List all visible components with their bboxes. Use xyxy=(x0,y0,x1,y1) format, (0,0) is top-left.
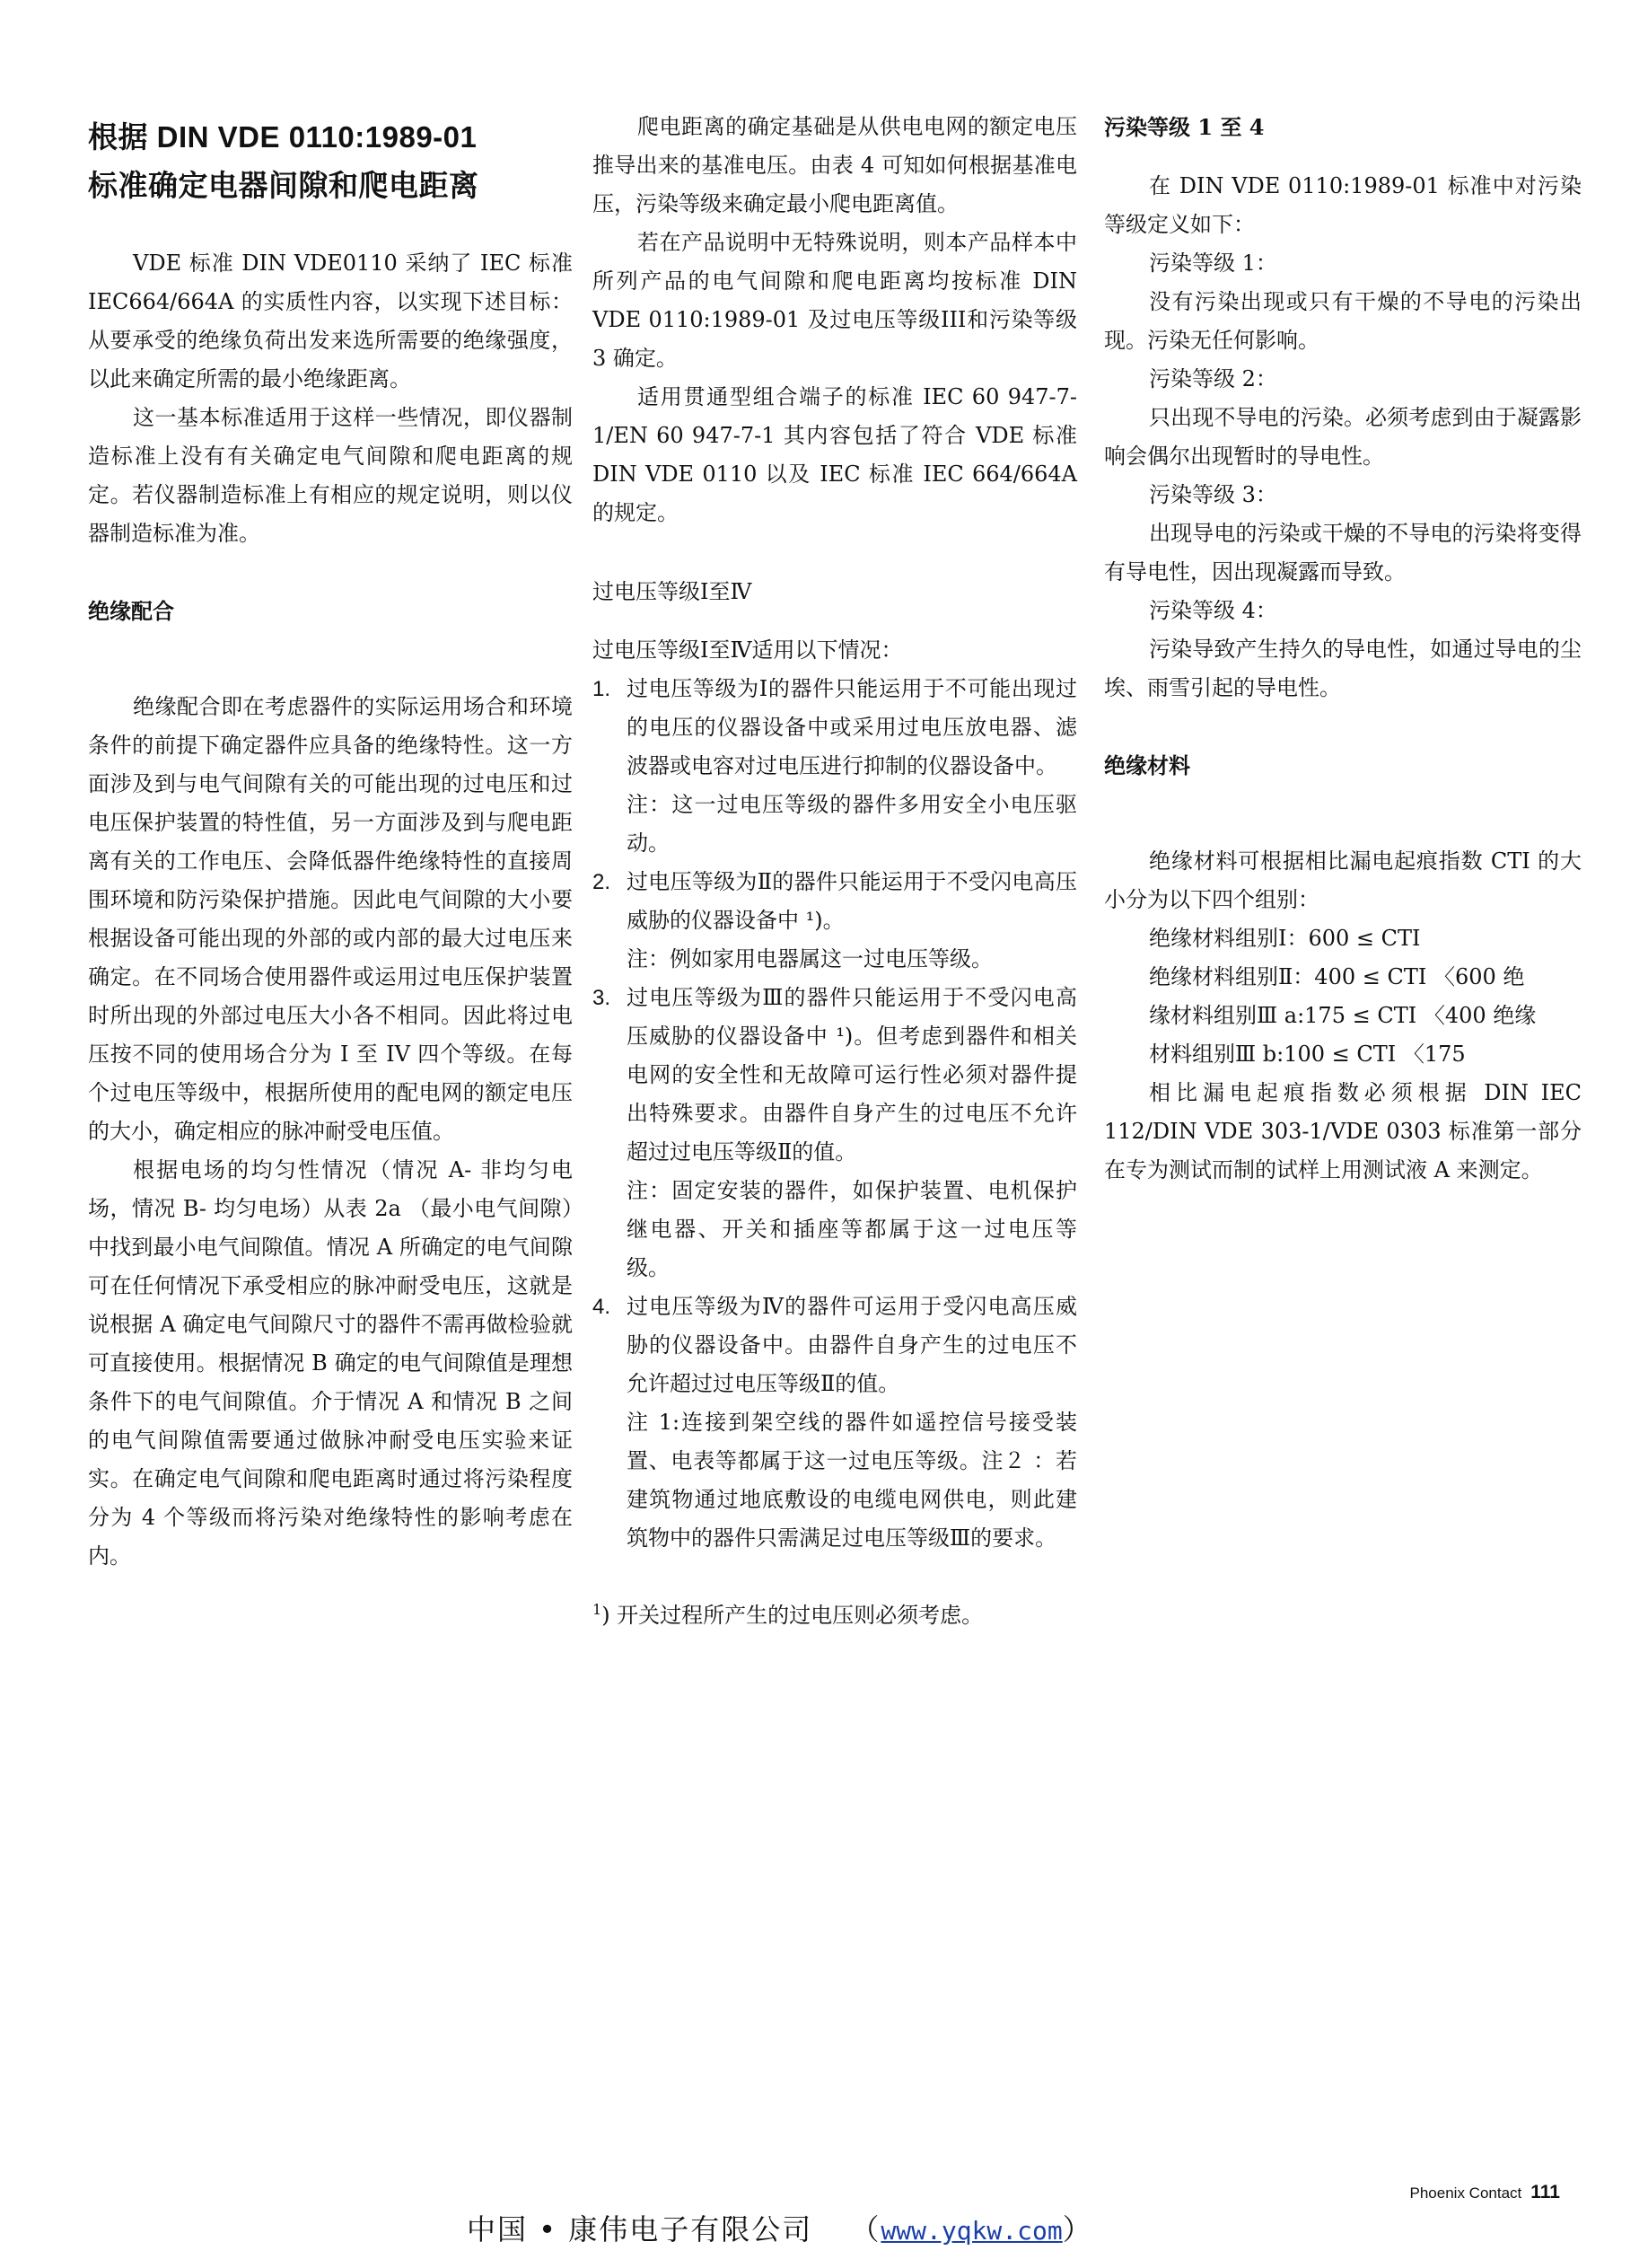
material-group: 缘材料组别Ⅲ a:175 ≤ CTI 〈400 绝缘 xyxy=(1149,1003,1537,1028)
material-group: 绝缘材料组别Ⅱ：400 ≤ CTI 〈600 绝 xyxy=(1149,964,1525,989)
title-line-1: 根据 DIN VDE 0110:1989-01 xyxy=(88,120,478,154)
list-item xyxy=(592,979,1077,1172)
list-item xyxy=(592,1288,1077,1403)
list-item-note: 注：例如家用电器属这一过电压等级。 xyxy=(627,946,993,971)
pollution-level-label: 污染等级 1： xyxy=(1149,251,1277,276)
heading-overvoltage-category: 过电压等级Ⅰ至Ⅳ xyxy=(592,579,752,604)
footer-company xyxy=(467,2207,1093,2248)
paren-open: （ xyxy=(850,2212,881,2246)
scope-paragraph: 这一基本标准适用于这样一些情况，即仪器制造标准上没有有关确定电气间隙和爬电距离的规定。若仪器制造标准上有相应的规定说明，则以仪器制造标准为准。 xyxy=(88,405,573,546)
page-number: 111 xyxy=(1530,2182,1560,2202)
overvoltage-intro: 过电压等级Ⅰ至Ⅳ适用以下情况： xyxy=(592,637,903,663)
creepage-paragraph: 爬电距离的确定基础是从供电电网的额定电压推导出来的基准电压。由表 4 可知如何根据基准电压，污染等级来确定最小爬电距离值。 xyxy=(592,114,1077,216)
brand-name: Phoenix Contact xyxy=(1409,2184,1522,2202)
pollution-level-label: 污染等级 2： xyxy=(1149,366,1277,391)
list-item-text: 过电压等级为Ⅰ的器件只能运用于不可能出现过的电压的仪器设备中或采用过电压放电器、滤波器或电容对过电压进行抑制的仪器设备中。 xyxy=(627,676,1077,778)
column-right xyxy=(1104,108,1582,1190)
list-item xyxy=(592,670,1077,786)
heading-pollution-degree: 污染等级 1 至 4 xyxy=(1104,114,1265,140)
pollution-level-label: 污染等级 4： xyxy=(1149,598,1277,623)
list-item xyxy=(592,863,1077,940)
terminal-standard-paragraph: 适用贯通型组合端子的标准 IEC 60 947-7-1/EN 60 947-7-1 其内容包括了符合 VDE 标准 DIN VDE 0110 以及 IEC 标准 IEC 664/664A 的规定。 xyxy=(592,384,1077,525)
field-paragraph: 根据电场的均匀性情况（情况 A- 非均匀电场，情况 B- 均匀电场）从表 2a （最小电气间隙）中找到最小电气间隙值。情况 A 所确定的电气间隙可在任何情况下承受相应的脉冲耐受电压，这就是说根据 A 确定电气间隙尺寸的器件不需再做检验就可直接使用。根据情况 B 确定的电气间隙值是理想条件下的电气间隙值。介于情况 A 和情况 B 之间的电气间隙值需要通过做脉冲耐受电压实验来证实。在确定电气间隙和爬电距离时通过将污染程度分为 4 个等级而将污染对绝缘特性的影响考虑在内。 xyxy=(88,1157,573,1569)
default-standard-paragraph: 若在产品说明中无特殊说明，则本产品样本中所列产品的电气间隙和爬电距离均按标准 DIN VDE 0110:1989-01 及过电压等级III和污染等级 3 确定。 xyxy=(592,230,1077,371)
list-item-note: 注：固定安装的器件，如保护装置、电机保护继电器、开关和插座等都属于这一过电压等级。 xyxy=(627,1178,1077,1280)
intro-paragraph: VDE 标准 DIN VDE0110 采纳了 IEC 标准 IEC664/664A 的实质性内容，以实现下述目标：从要承受的绝缘负荷出发来选所需要的绝缘强度，以此来确定所需的最小绝缘距离。 xyxy=(88,251,573,391)
heading-insulating-material: 绝缘材料 xyxy=(1104,754,1190,778)
company-name: 中国 • 康伟电子有限公司 xyxy=(467,2212,813,2246)
insulation-paragraph: 绝缘配合即在考虑器件的实际运用场合和环境条件的前提下确定器件应具备的绝缘特性。这一方面涉及到与电气间隙有关的可能出现的过电压和过电压保护装置的特性值，另一方面涉及到与爬电距离有关的工作电压、会降低器件绝缘特性的直接周围环境和防污染保护措施。因此电气间隙的大小要根据设备可能出现的外部的或内部的最大过电压来确定。在不同场合使用器件或运用过电压保护装置时所出现的外部过电压大小各不相同。因此将过电压按不同的使用场合分为 I 至 IV 四个等级。在每个过电压等级中，根据所使用的配电网的额定电压的大小，确定相应的脉冲耐受电压值。 xyxy=(88,694,573,1144)
list-item-note: 注 1:连接到架空线的器件如遥控信号接受装置、电表等都属于这一过电压等级。注２ ：若建筑物通过地底敷设的电缆电网供电，则此建筑物中的器件只需满足过电压等级Ⅲ的要求。 xyxy=(627,1410,1077,1551)
list-item-text: 过电压等级为Ⅳ的器件可运用于受闪电高压威胁的仪器设备中。由器件自身产生的过电压不允许超过过电压等级Ⅱ的值。 xyxy=(627,1294,1077,1396)
pollution-level-desc: 没有污染出现或只有干燥的不导电的污染出现。污染无任何影响。 xyxy=(1104,289,1582,353)
title-line-2: 标准确定电器间隙和爬电距离 xyxy=(88,169,479,202)
heading-insulation-coordination: 绝缘配合 xyxy=(88,600,174,624)
paren-close: ） xyxy=(1062,2212,1093,2246)
footnote-mark: 1 xyxy=(592,1601,602,1618)
pollution-level-desc: 只出现不导电的污染。必须考虑到由于凝露影响会偶尔出现暂时的导电性。 xyxy=(1104,405,1582,469)
pollution-level-label: 污染等级 3： xyxy=(1149,482,1277,507)
footnote xyxy=(592,1590,1077,1635)
list-item-number: 1. xyxy=(592,677,611,701)
column-left xyxy=(88,108,573,1576)
company-website-link[interactable]: www.yqkw.com xyxy=(881,2216,1063,2246)
cti-paragraph: 相比漏电起痕指数必须根据 DIN IEC 112/DIN VDE 303-1/VDE 0303 标准第一部分在专为测试而制的试样上用测试液 A 来测定。 xyxy=(1104,1080,1582,1182)
material-intro: 绝缘材料可根据相比漏电起痕指数 CTI 的大小分为以下四个组别： xyxy=(1104,848,1582,912)
pollution-level-desc: 出现导电的污染或干燥的不导电的污染将变得有导电性，因出现凝露而导致。 xyxy=(1104,521,1582,585)
page-title xyxy=(88,113,573,210)
column-middle xyxy=(592,108,1077,1635)
list-item-note: 注：这一过电压等级的器件多用安全小电压驱动。 xyxy=(627,792,1077,856)
list-item-number: 2. xyxy=(592,870,611,894)
material-group: 绝缘材料组别Ⅰ：600 ≤ CTI xyxy=(1149,926,1421,951)
list-item-text: 过电压等级为Ⅱ的器件只能运用于不受闪电高压威胁的仪器设备中 ¹)。 xyxy=(627,869,1077,933)
footer-brand xyxy=(1410,2182,1560,2203)
pollution-level-desc: 污染导致产生持久的导电性，如通过导电的尘埃、雨雪引起的导电性。 xyxy=(1104,637,1582,700)
list-item-number: 3. xyxy=(592,986,611,1010)
list-item-number: 4. xyxy=(592,1295,611,1319)
pollution-intro: 在 DIN VDE 0110:1989-01 标准中对污染等级定义如下： xyxy=(1104,173,1582,237)
list-item-text: 过电压等级为Ⅲ的器件只能运用于不受闪电高压威胁的仪器设备中 ¹)。但考虑到器件和相关电网的安全性和无故障可运行性必须对器件提出特殊要求。由器件自身产生的过电压不允许超过过电压等级Ⅱ的值。 xyxy=(627,985,1077,1165)
footnote-text: ) 开关过程所产生的过电压则必须考虑。 xyxy=(601,1603,984,1628)
material-group: 材料组别Ⅲ b:100 ≤ CTI 〈175 xyxy=(1149,1042,1466,1067)
